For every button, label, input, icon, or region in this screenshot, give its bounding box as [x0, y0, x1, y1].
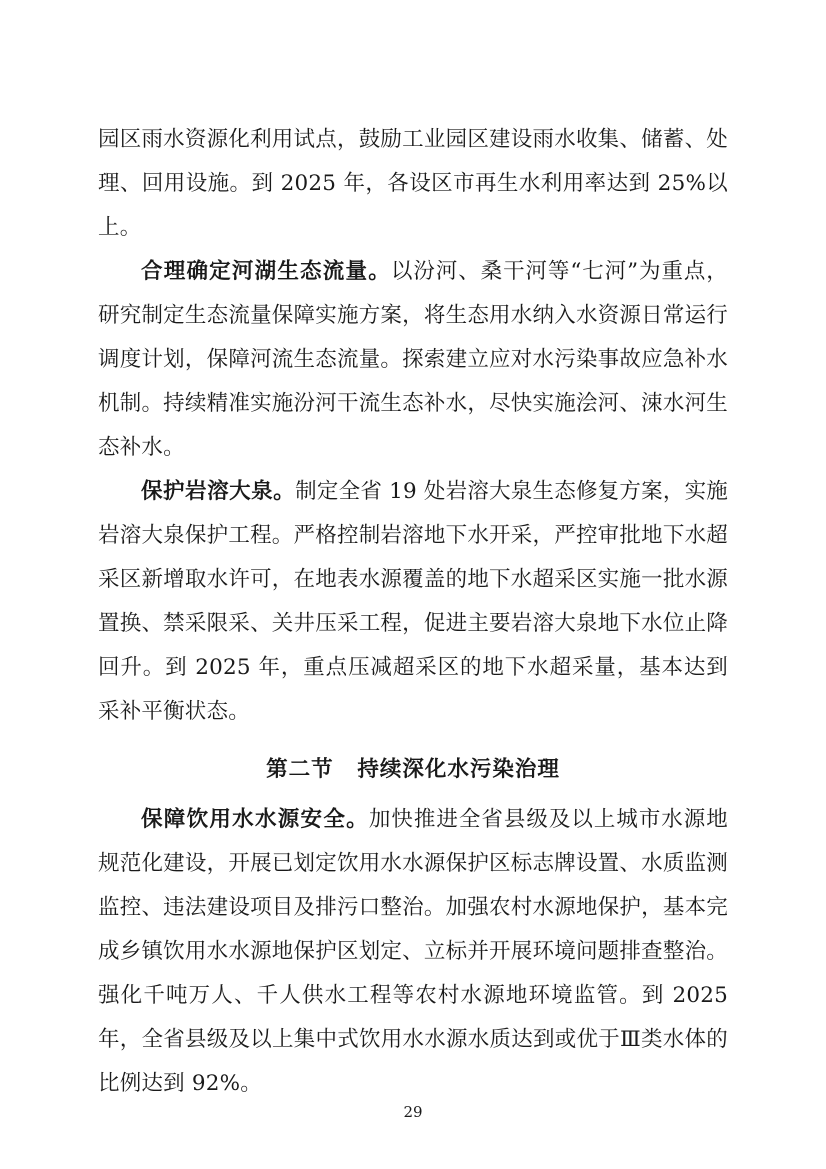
page-number: 29 — [403, 1103, 423, 1121]
paragraph-lead-in: 合理确定河湖生态流量。 — [141, 259, 391, 284]
paragraph-text: 加快推进全省县级及以上城市水源地规范化建设，开展已划定饮用水水源保护区标志牌设置、水质监测监控、违法建设项目及排污口整治。加强农村水源地保护，基本完成乡镇饮用水水源地保护区划定、立标并开展环境问题排查整治。强化千吨万人、千人供水工程等农村水源地环境监管。到 2025 年，全省县级及以上集中式饮用水水源水质达到或优于Ⅲ类水体的比例达到 92%。 — [98, 807, 728, 1096]
paragraph-karst-springs — [98, 470, 728, 734]
section-title: 持续深化水污染治理 — [357, 757, 560, 782]
paragraph-text: 以汾河、桑干河等“七河”为重点，研究制定生态流量保障实施方案，将生态用水纳入水资源日常运行调度计划，保障河流生态流量。探索建立应对水污染事故应急补水机制。持续精准实施汾河干流生态补水，尽快实施浍河、涑水河生态补水。 — [98, 259, 728, 460]
document-body — [98, 118, 728, 1106]
paragraph-text: 园区雨水资源化利用试点，鼓励工业园区建设雨水收集、储蓄、处理、回用设施。到 2025 年，各设区市再生水利用率达到 25%以上。 — [98, 127, 728, 240]
section-heading — [98, 748, 728, 792]
paragraph-text: 制定全省 19 处岩溶大泉生态修复方案，实施岩溶大泉保护工程。严格控制岩溶地下水开采，严控审批地下水超采区新增取水许可，在地表水源覆盖的地下水超采区实施一批水源置换、禁采限采、关井压采工程，促进主要岩溶大泉地下水位止降回升。到 2025 年，重点压减超采区的地下水超采量，基本达到采补平衡状态。 — [98, 479, 728, 724]
paragraph-lead-in: 保护岩溶大泉。 — [141, 479, 296, 504]
paragraph-ecological-flow — [98, 250, 728, 470]
paragraph-continuation — [98, 118, 728, 250]
paragraph-lead-in: 保障饮用水水源安全。 — [141, 807, 369, 832]
section-number: 第二节 — [266, 757, 334, 782]
paragraph-drinking-water-safety — [98, 798, 728, 1106]
